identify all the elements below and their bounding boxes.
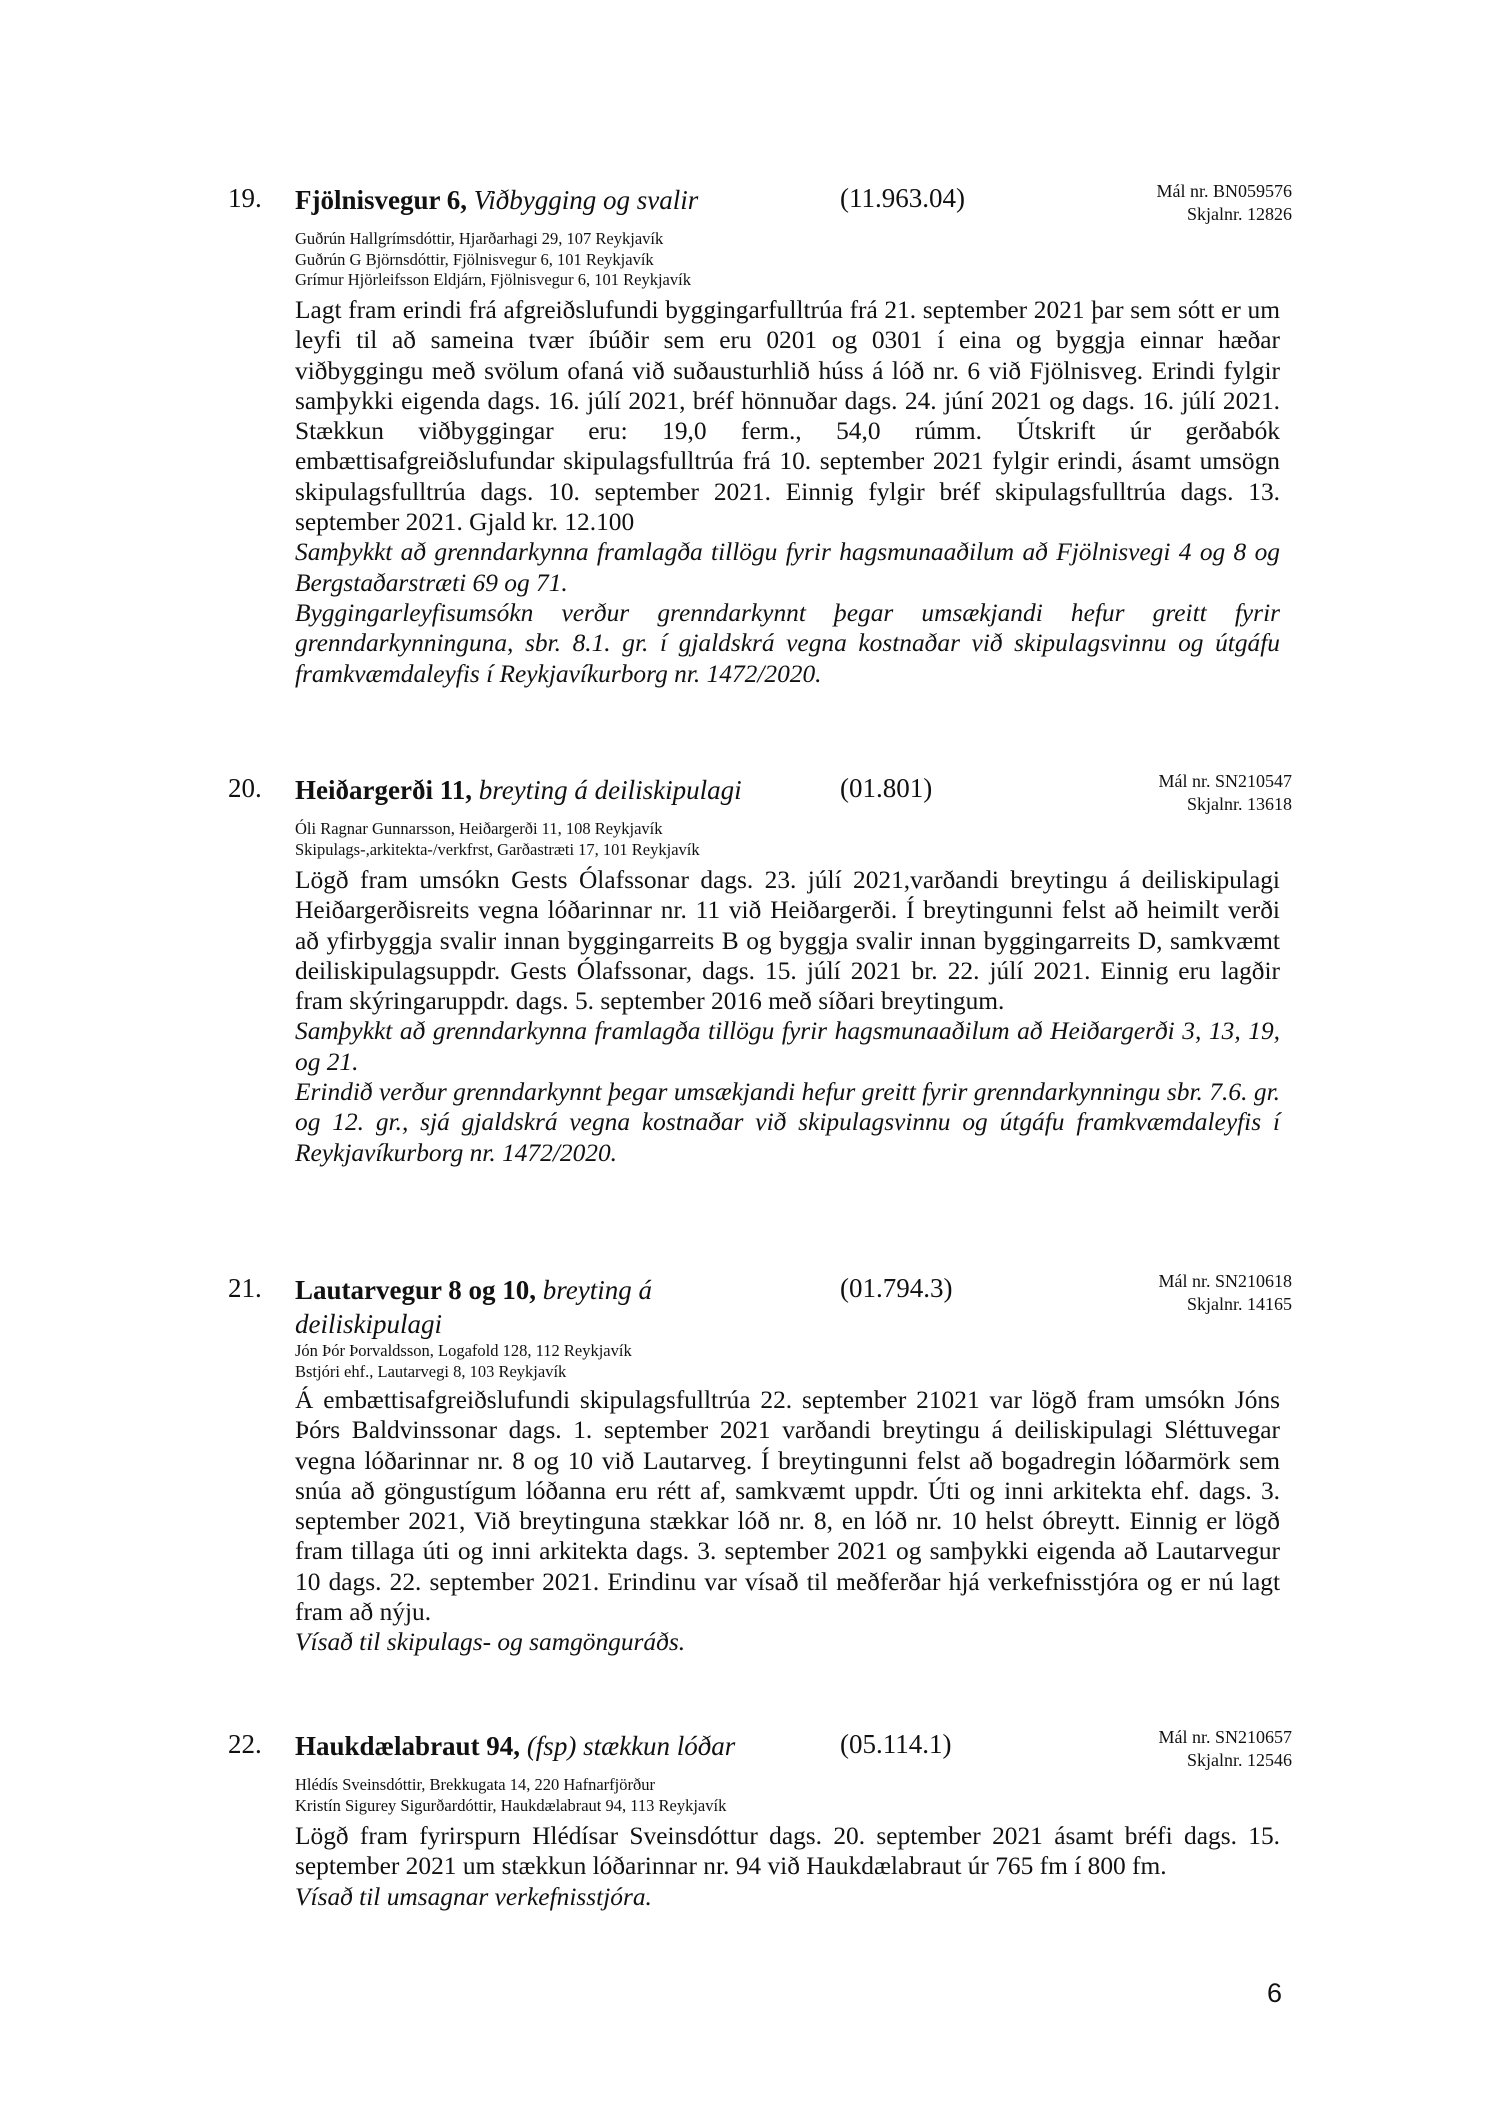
applicant-list bbox=[295, 1341, 632, 1382]
applicant: Kristín Sigurey Sigurðardóttir, Haukdælabraut 94, 113 Reykjavík bbox=[295, 1795, 727, 1815]
item-body bbox=[295, 295, 1280, 689]
document-number: Skjalnr. 12826 bbox=[1186, 204, 1292, 224]
item-title-subject: (fsp) bbox=[526, 1731, 577, 1761]
applicant: Bstjóri ehf., Lautarvegi 8, 103 Reykjavík bbox=[295, 1361, 567, 1381]
case-number-block bbox=[1158, 1726, 1292, 1772]
item-description: Á embættisafgreiðslufundi skipulagsfulltrúa 22. september 21021 var lögð fram umsókn Jóns Þórs Baldvinssonar dags. 1. september 2021 varðandi breytingu á deiliskipulagi Sléttuvegar vegna lóðarinnar nr. 8 og 10 við Lautarveg. Í breytingunni felst að bogadregin lóðarmörk sem snúa að göngustígum lóðanna eru rétt af, samkvæmt uppdr. Úti og inni arkitekta ehf. dags. 3. september 2021, Við breytinguna stækkar lóð nr. 8, en lóð nr. 10 helst óbreytt. Einnig er lögð fram tillaga úti og inni arkitekta dags. 3. september 2021 og samþykki eigenda að Lautarvegur 10 dags. 22. september 2021. Erindinu var vísað til meðferðar hjá verkefnisstjóra og er nú lagt fram að nýju. bbox=[295, 1386, 1280, 1627]
case-number: Mál nr. SN210618 bbox=[1158, 1271, 1292, 1291]
item-title-subject: breyting á deiliskipulagi bbox=[478, 775, 742, 805]
applicant-list bbox=[295, 819, 700, 860]
item-number: 22. bbox=[228, 1729, 262, 1759]
applicant: Hlédís Sveinsdóttir, Brekkugata 14, 220 Hafnarfjörður bbox=[295, 1775, 655, 1794]
case-number: Mál nr. SN210657 bbox=[1158, 1727, 1292, 1747]
item-title bbox=[295, 1273, 695, 1341]
item-title-address: Heiðargerði 11, bbox=[295, 775, 472, 805]
applicant-list bbox=[295, 229, 691, 291]
document-number: Skjalnr. 12546 bbox=[1186, 1750, 1292, 1770]
item-decision: Samþykkt að grenndarkynna framlagða tillögu fyrir hagsmunaaðilum að Fjölnisvegi 4 og 8 og Bergstaðarstræti 69 og 71. bbox=[295, 538, 1280, 597]
item-title-address: Fjölnisvegur 6, bbox=[295, 185, 468, 215]
applicant: Skipulags-,arkitekta-/verkfrst, Garðastræti 17, 101 Reykjavík bbox=[295, 839, 700, 859]
item-reference: (05.114.1) bbox=[840, 1729, 952, 1759]
item-title-address: Lautarvegur 8 og 10, bbox=[295, 1275, 536, 1305]
item-title-subject: breyting á deiliskipulagi bbox=[295, 1275, 652, 1339]
applicant: Guðrún G Björnsdóttir, Fjölnisvegur 6, 101 Reykjavík bbox=[295, 249, 654, 269]
applicant: Guðrún Hallgrímsdóttir, Hjarðarhagi 29, 107 Reykjavík bbox=[295, 229, 664, 248]
document-number: Skjalnr. 14165 bbox=[1186, 1294, 1292, 1314]
item-number: 21. bbox=[228, 1273, 262, 1303]
item-title bbox=[295, 183, 795, 217]
item-decision: Vísað til skipulags- og samgönguráðs. bbox=[295, 1628, 686, 1657]
item-reference: (01.801) bbox=[840, 773, 933, 803]
item-decision: Vísað til umsagnar verkefnisstjóra. bbox=[295, 1882, 652, 1911]
case-number: Mál nr. SN210547 bbox=[1158, 771, 1292, 791]
item-number: 20. bbox=[228, 773, 262, 803]
item-body bbox=[295, 1821, 1280, 1912]
item-title-subject: Viðbygging og svalir bbox=[473, 185, 699, 215]
item-title bbox=[295, 773, 795, 807]
item-description: Lögð fram fyrirspurn Hlédísar Sveinsdóttur dags. 20. september 2021 ásamt bréfi dags. 15. september 2021 um stækkun lóðarinnar nr. 94 við Haukdælabraut úr 765 fm í 800 fm. bbox=[295, 1822, 1280, 1881]
case-number: Mál nr. BN059576 bbox=[1156, 181, 1292, 201]
applicant-list bbox=[295, 1775, 726, 1816]
item-body bbox=[295, 1385, 1280, 1658]
applicant: Óli Ragnar Gunnarsson, Heiðargerði 11, 108 Reykjavík bbox=[295, 819, 663, 838]
item-reference: (11.963.04) bbox=[840, 183, 965, 213]
item-decision: Erindið verður grenndarkynnt þegar umsækjandi hefur greitt fyrir grenndarkynningu sbr. 7.6. gr. og 12. gr., sjá gjaldskrá vegna kostnaðar við skipulagsvinnu og útgáfu framkvæmdaleyfis í Reykjavíkurborg nr. 1472/2020. bbox=[295, 1078, 1280, 1167]
case-number-block bbox=[1158, 770, 1292, 816]
applicant: Jón Þór Þorvaldsson, Logafold 128, 112 Reykjavík bbox=[295, 1341, 632, 1360]
item-decision: Samþykkt að grenndarkynna framlagða tillögu fyrir hagsmunaaðilum að Heiðargerði 3, 13, 19, og 21. bbox=[295, 1017, 1280, 1076]
item-reference: (01.794.3) bbox=[840, 1273, 953, 1303]
case-number-block bbox=[1156, 180, 1292, 226]
item-description: Lögð fram umsókn Gests Ólafssonar dags. 23. júlí 2021,varðandi breytingu á deiliskipulagi Heiðargerðisreits vegna lóðarinnar nr. 11 við Heiðargerði. Í breytingunni felst að heimilt verði að yfirbyggja svalir innan byggingarreits B og byggja svalir innan byggingarreits D, samkvæmt deiliskipulagsuppdr. Gests Ólafssonar, dags. 15. júlí 2021 br. 22. júlí 2021. Einnig eru lagðir fram skýringaruppdr. dags. 5. september 2016 með síðari breytingum. bbox=[295, 866, 1280, 1016]
item-decision: Byggingarleyfisumsókn verður grenndarkynnt þegar umsækjandi hefur greitt fyrir grenndarkynninguna, sbr. 8.1. gr. í gjaldskrá vegna kostnaðar við skipulagsvinnu og útgáfu framkvæmdaleyfis í Reykjavíkurborg nr. 1472/2020. bbox=[295, 598, 1280, 688]
item-title-subject-rest: stækkun lóðar bbox=[576, 1731, 736, 1761]
item-title bbox=[295, 1729, 795, 1763]
case-number-block bbox=[1158, 1270, 1292, 1316]
item-number: 19. bbox=[228, 183, 262, 213]
applicant: Grímur Hjörleifsson Eldjárn, Fjölnisvegur 6, 101 Reykjavík bbox=[295, 270, 691, 289]
item-body bbox=[295, 865, 1280, 1168]
page-number: 6 bbox=[1266, 1978, 1282, 2008]
document-number: Skjalnr. 13618 bbox=[1186, 794, 1292, 814]
item-title-address: Haukdælabraut 94, bbox=[295, 1731, 521, 1761]
item-description: Lagt fram erindi frá afgreiðslufundi byggingarfulltrúa frá 21. september 2021 þar sem sótt er um leyfi til að sameina tvær íbúðir sem eru 0201 og 0301 í eina og byggja einnar hæðar viðbyggingu með svölum ofaná við suðausturhlið húss á lóð nr. 6 við Fjölnisveg. Erindi fylgir samþykki eigenda dags. 16. júlí 2021, bréf hönnuðar dags. 24. júní 2021 og dags. 16. júlí 2021. Stækkun viðbyggingar eru: 19,0 ferm., 54,0 rúmm. Útskrift úr gerðabók embættisafgreiðslufundar skipulagsfulltrúa frá 10. september 2021 fylgir erindi, ásamt umsögn skipulagsfulltrúa dags. 10. september 2021. Einnig fylgir bréf skipulagsfulltrúa dags. 13. september 2021. Gjald kr. 12.100 bbox=[295, 296, 1280, 537]
